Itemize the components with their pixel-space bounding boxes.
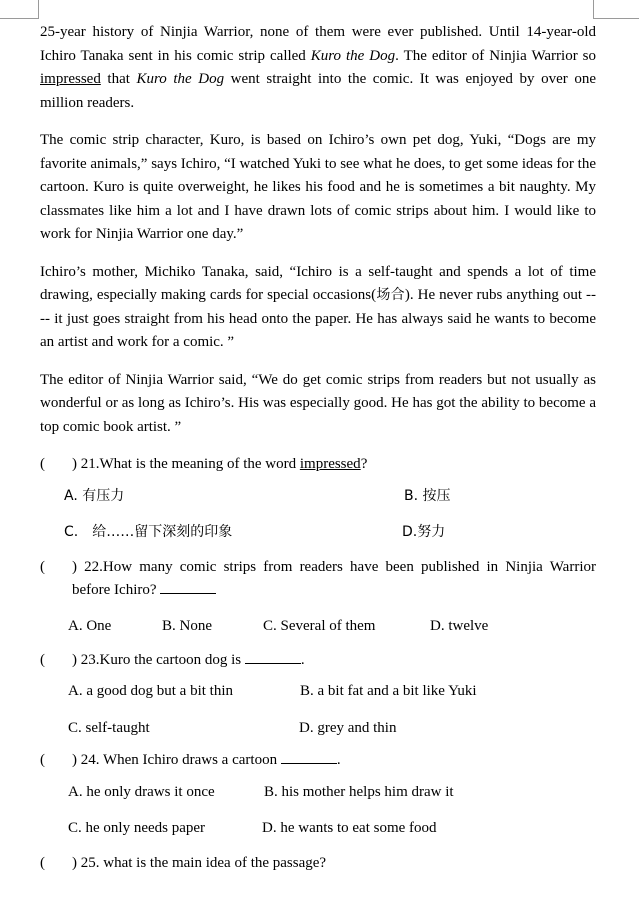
page-corner-mark-left [0,0,39,19]
answer-blank[interactable] [281,749,337,764]
options-row [40,709,596,746]
question-21 [40,453,596,477]
question-22 [40,556,596,603]
options-row [40,809,596,846]
question-text: ) 22.How many comic strips from readers have been published in Ninjia Warrior before Ichiro? [72,558,596,598]
question-text: ) 24. When Ichiro draws a cartoon . [40,749,596,773]
option-a[interactable]: A. he only draws it once [68,783,215,800]
answer-blank[interactable] [245,649,301,664]
option-c[interactable]: C. he only needs paper [68,820,206,836]
option-a[interactable]: A. a good dog but a bit thin [68,683,233,699]
options-row [40,513,596,550]
passage-paragraph-2: The comic strip character, Kuro, is based on Ichiro’s own pet dog, Yuki, “Dogs are my favorite animals,” says Ichiro, “I watched Yuki to see what he does, to get some ideas for the cartoon. Kuro is quite overweight, he likes his food and he is sometimes a bit naughty. My classmates like him a lot and I have drawn lots of comic strips about him. I would like to work for Ninjia Warrior one day.” [40,132,596,242]
question-text: ) 21.What is the meaning of the word impressed? [72,456,368,472]
question-25 [40,852,596,876]
underlined-word-impressed: impressed [299,456,361,472]
comic-title: Kuro the Dog [136,71,225,87]
option-d[interactable]: D. twelve [430,617,489,634]
chinese-gloss: 场合 [376,287,405,303]
document-page [40,21,596,875]
option-d[interactable]: D. grey and thin [299,719,397,736]
option-c[interactable]: C. Several of them [263,617,376,634]
answer-blank[interactable] [160,579,216,594]
page-corner-mark-right [593,0,639,19]
answer-bracket[interactable]: ( [40,651,45,668]
option-b[interactable]: B. a bit fat and a bit like Yuki [300,683,477,699]
comic-title: Kuro the Dog [310,47,396,64]
answer-bracket[interactable]: ( [40,456,45,472]
passage-paragraph-1: 25-year history of Ninjia Warrior, none of them were ever published. Until 14-year-old Ichiro Tanaka sent in his comic strip called Kuro the Dog. The editor of Ninjia Warrior so impressed that Kuro the Dog went straight into the comic. It was enjoyed by over one million readers. [40,24,597,111]
option-d[interactable]: D. he wants to eat some food [262,820,437,836]
question-24 [40,749,596,773]
option-c[interactable]: C. self-taught [68,719,150,736]
option-a[interactable]: A. One [68,617,112,634]
underlined-word-impressed: impressed [40,71,101,87]
option-b[interactable]: B. 按压 [404,487,451,504]
passage-paragraph-3: Ichiro’s mother, Michiko Tanaka, said, “Ichiro is a self-taught and spends a lot of time drawing, especially making cards for special occasions(场合). He never rubs anything out ---- it just goes straight from his head onto the paper. He has always said he wants to become an artist and work for a comic. ” [40,263,597,350]
option-d[interactable]: D.努力 [402,524,446,540]
question-text: ) 23.Kuro the cartoon dog is . [40,649,596,673]
answer-bracket[interactable]: ( [40,854,45,871]
option-b[interactable]: B. None [162,617,212,634]
option-c[interactable]: C. 给……留下深刻的印象 [64,524,233,540]
answer-bracket[interactable]: ( [40,752,45,768]
answer-bracket[interactable]: ( [40,558,45,575]
options-row [40,603,596,645]
passage-paragraph-4: The editor of Ninjia Warrior said, “We do get comic strips from readers but not usually as wonderful or as long as Ichiro’s. His was especially good. He has got the ability to become a top comic book artist. ” [40,371,596,435]
options-row [40,477,596,514]
options-row [40,773,596,810]
option-b[interactable]: B. his mother helps him draw it [264,783,454,800]
options-row [40,672,596,709]
question-23 [40,649,596,673]
option-a[interactable]: A. 有压力 [64,487,125,504]
question-text: ) 25. what is the main idea of the passage? [72,854,327,871]
